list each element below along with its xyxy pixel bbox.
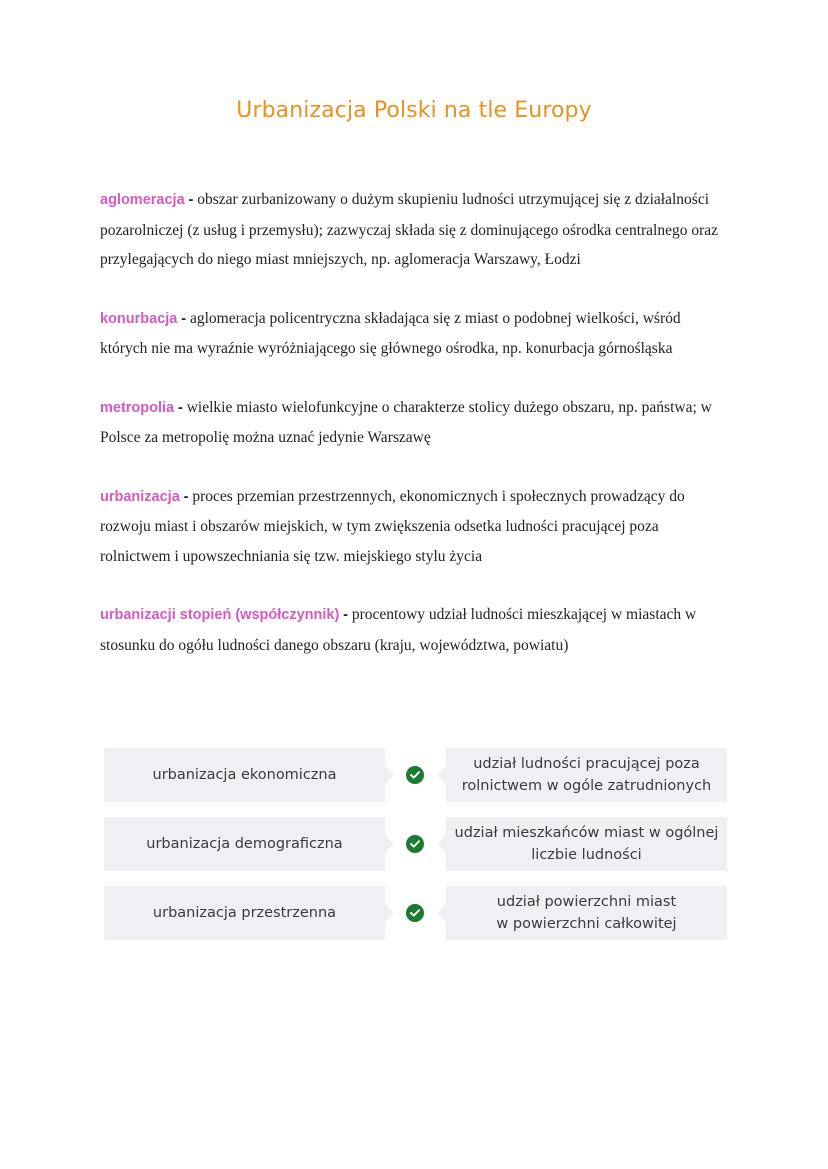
definition-urbanizacji-stopien: [100, 600, 730, 660]
match-right-box[interactable]: [446, 817, 727, 871]
definition-text: obszar zurbanizowany o dużym skupieniu ludności utrzymującej się z działalności pozarolniczej (z usług i przemysłu); zazwyczaj składa się z dominującego ośrodka centralnego oraz przylegających do niego miast mniejszych, np. aglomeracja Warszawy, Łodzi: [100, 191, 719, 268]
match-left-label: urbanizacja ekonomiczna: [152, 767, 337, 783]
match-right-label: [496, 891, 676, 935]
match-row-ekonomiczna: [104, 748, 727, 802]
check-circle-icon: [406, 766, 424, 784]
match-right-label: [455, 822, 719, 866]
check-circle-icon: [406, 835, 424, 853]
matching-exercise: [104, 748, 727, 955]
definitions-list: [100, 185, 730, 689]
match-left-box[interactable]: [104, 748, 385, 802]
definition-term: urbanizacji stopień (współczynnik): [100, 607, 340, 623]
check-circle-icon: [406, 904, 424, 922]
definition-term: konurbacja: [100, 310, 178, 327]
definition-term: urbanizacja: [100, 488, 180, 505]
match-left-box[interactable]: [104, 886, 385, 940]
match-left-label: urbanizacja demograficzna: [146, 836, 343, 852]
match-right-line: udział mieszkańców miast w ogólnej: [454, 825, 719, 841]
definition-dash: -: [188, 192, 194, 208]
definition-aglomeracja: [100, 185, 730, 275]
definition-text: wielkie miasto wielofunkcyjne o charakterze stolicy dużego obszaru, np. państwa; w Polsce za metropolię można uznać jedynie Warszawę: [100, 398, 712, 446]
match-left-box[interactable]: [104, 817, 385, 871]
definition-dash: -: [178, 399, 183, 416]
match-right-line: rolnictwem w ogóle zatrudnionych: [461, 778, 712, 794]
definition-metropolia: [100, 393, 730, 453]
definition-konurbacja: [100, 304, 730, 364]
match-row-przestrzenna: [104, 886, 727, 940]
match-right-line: udział ludności pracującej poza: [473, 756, 700, 772]
match-right-line: w powierzchni całkowitej: [496, 916, 677, 932]
definition-text: aglomeracja policentryczna składająca się z miast o podobnej wielkości, wśród których nie ma wyraźnie wyróżniającego się głównego ośrodka, np. konurbacja górnośląska: [100, 309, 681, 357]
definition-dash: -: [181, 310, 187, 327]
definition-text: proces przemian przestrzennych, ekonomicznych i społecznych prowadzący do rozwoju miast i obszarów miejskich, w tym zwiększenia odsetka ludności pracującej poza rolnictwem i upowszechniania się tzw. miejskiego stylu życia: [100, 487, 685, 565]
match-right-label: [462, 753, 711, 797]
match-row-demograficzna: [104, 817, 727, 871]
match-right-box[interactable]: [446, 886, 727, 940]
definition-dash: -: [183, 488, 189, 505]
match-left-label: urbanizacja przestrzenna: [152, 905, 337, 921]
definition-urbanizacja: [100, 482, 730, 572]
match-right-box[interactable]: [446, 748, 727, 802]
page-title: Urbanizacja Polski na tle Europy: [236, 98, 592, 123]
definition-term: metropolia: [100, 399, 175, 416]
definition-term: aglomeracja: [100, 192, 185, 208]
match-right-line: udział powierzchni miast: [496, 894, 677, 910]
definition-dash: -: [343, 607, 349, 623]
definition-text: procentowy udział ludności mieszkającej w miastach w stosunku do ogółu ludności danego obszaru (kraju, województwa, powiatu): [100, 606, 697, 654]
match-right-line: liczbie ludności: [531, 847, 642, 863]
